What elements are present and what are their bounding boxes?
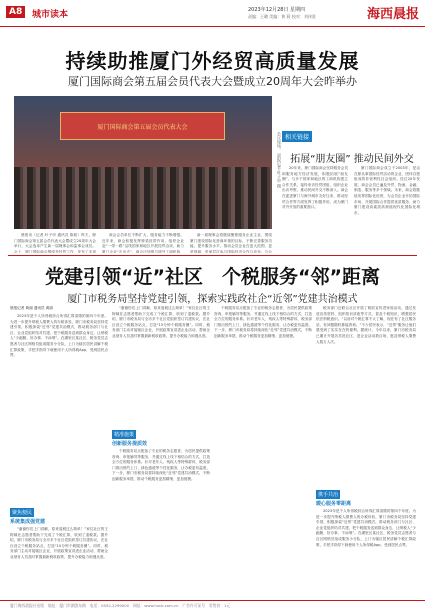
article2-column-4b [316, 509, 416, 597]
section-divider [8, 255, 417, 256]
related-link-title: 拓展“朋友圈” 推动民间外交 [290, 154, 414, 165]
editor-credits: 责编：王璐 美编：黄 莉 校对：刘伟贤 [248, 14, 316, 19]
article2-column-4-text: 税务部门还联合社区开展了税收宣传进家庭活动，通过发放宣传资料、组织知识讲座等方式，普及个税知识，增强居民依法纳税意识。“以前对个税汇算不太了解，现在有了社区服务站，有问题随时都能咨询。”不少居民表示，“近邻”服务让他们感受到了实实在在的便利。据统计，今年以来，厦门市税务局已累计开展各类进社区、进企业活动数百场，惠及纳税人缴费人数万人次。 [316, 306, 416, 344]
article1-column-3-text: 新一届理事会将继续聚焦服务企业主业，围绕厦门建设国际化营商环境的目标，不断完善服务功能，提升服务水平，推动会员企业在更大范围、更宽领域、更深层次参与国际经济合作与竞争。与会 [190, 233, 272, 253]
article2-column-2b-text: 个税服务站点配备了专业的税务志愿者，为居民提供政策咨询、申报辅导等服务，并通过线上线下相结合的方式，打造全方位的服务体系。针对老年人、残疾人等特殊群体，税务部门推出预约上门、绿色通道等个性化服务，让办税更有温度。下一步，厦门市税务局将持续深化“近邻”党建共治模式，不断创新服务举措，推动个税服务更加精细、更加便捷。 [112, 449, 210, 481]
article2-column-1b [10, 527, 108, 597]
article2-column-4b-text: 2023年是个人所得税综合所得汇算清缴的第四个年度。为进一步提升纳税人缴费人的办税体验，厦门市税务局坚持党建引领，积极探索“近邻”党建共治模式，推动税务部门与社区、企业党组织结对共建，把个税服务送到群众身边，让纳税人“少跑腿、好办事、不添堵”。在湖里区某社区，税务党员志愿者与社区网格员组成服务小分队，上门为辖区居民讲解个税汇算政策，手把手指导下载使用个人所得税App，受到居民点赞。 [316, 509, 416, 547]
article2-column-2b [112, 449, 210, 597]
header-divider [0, 26, 425, 27]
related-column-2-text: 厦门国际商会成立于2003年，是由在厦从事国际经贸活动的企业、团体自愿组成的非营利性社会组织。经过20年发展，商会会员已遍及外贸、物流、金融、制造、服务等多个领域。未来，商会将继续发挥国际化优势，为会员企业开拓国际市场、开展国际合作提供优质服务，助力厦门建设高素质高颜值现代化国际化城市。 [354, 166, 420, 215]
related-column-1 [282, 166, 348, 250]
photo-audience [14, 167, 272, 229]
article2-tag-1: 聚焦便民 [12, 510, 33, 516]
article2-subheading-3: 暖心服务零距离 [316, 501, 352, 507]
article2-column-2-text: “谢谢你们上门讲解，原来退税这么简单！”家住社区的王阿姨在志愿者帮助下完成了个税汇算，收到了退税款。据介绍，厦门市税务局与全市多个社区党组织签订共建协议，在社区设立个税服务站点，打造“15分钟个税服务圈”。同时，税务部门主动对接辖区企业，开展政策宣讲进企业活动，帮助企业财务人员及时掌握最新税收政策，提升办税能力和遵从度。 [112, 306, 210, 338]
article1-column-2-text: 商会会员单位不断扩大，服务能力不断增强。近年来，商会积极发挥桥梁纽带作用，组织企业赴“一带一路”沿线国家和地区开展经贸洽谈，助力厦门企业“走出去”。商会还加强与境外工商机构、 [102, 233, 184, 253]
article2-column-1b-text: “谢谢你们上门讲解，原来退税这么简单！”家住社区的王阿姨在志愿者帮助下完成了个税汇算，收到了退税款。据介绍，厦门市税务局与全市多个社区党组织签订共建协议，在社区设立个税服务站点，打造“15分钟个税服务圈”。同时，税务部门主动对接辖区企业，开展政策宣讲进企业活动，帮助企业财务人员及时掌握最新税收政策，提升办税能力和遵从度。 [10, 527, 108, 559]
article2-subheading-1: 系统集成强党建 [10, 519, 46, 525]
article1-column-2 [102, 233, 184, 253]
section-name: 城市读本 [32, 10, 69, 20]
article2-column-2 [112, 306, 210, 424]
newspaper-masthead-logo: 海西晨报 [366, 7, 419, 22]
related-column-2 [354, 166, 420, 250]
related-column-1-text: 20年来，厦门国际商会坚持服务会员和服务地方经济发展，积极拓展“朋友圈”，与多个国家和地区的工商机构建立合作关系，接待来访经贸团组，组织企业出访考察，推动民间外交不断深入。商会在促进厦门与海外城市友好往来、推动经贸合作等方面发挥了积极作用，成为厦门对外开放的重要窗口。 [282, 166, 348, 210]
photo-caption: 会议现场。 晨报记者 叶子申 摄 [277, 132, 282, 188]
footer-text: 厦门海西晨报社出版 地址：厦门市湖滨东路 电话：0592-2299000 网址：www.hxcb.com.cn 广告许可证号 零售价：1元 [10, 603, 231, 608]
photo-stage-banner [60, 112, 225, 140]
article1-photo [14, 96, 272, 229]
issue-date: 2023年12月28日 星期四 [248, 7, 306, 13]
article2-column-3-text: 个税服务站点配备了专业的税务志愿者，为居民提供政策咨询、申报辅导等服务，并通过线上线下相结合的方式，打造全方位的服务体系。针对老年人、残疾人等特殊群体，税务部门推出预约上门、绿色通道等个性化服务，让办税更有温度。下一步，厦门市税务局将持续深化“近邻”党建共治模式，不断创新服务举措，推动个税服务更加精细、更加便捷。 [214, 306, 312, 338]
article1-column-1-text: 晨报讯（记者 叶子申 通讯员 陈莉）昨天，厦门国际商会第五届会员代表大会暨成立20周年大会举行，大会选举产生新一届理事会和监事会成员。会上，厦门国际商会围绕外经贸工作，发布了多项 [14, 233, 96, 253]
related-link-tag: 相关链接 [282, 131, 312, 142]
article2-subhead: 厦门市税务局坚持党建引领，探索实践政社企“近邻”党建共治模式 [67, 294, 358, 305]
page-number-badge: A8 [6, 6, 25, 18]
article2-column-4 [316, 306, 416, 486]
page-header [0, 0, 425, 27]
article2-column-1-text: 2023年是个人所得税综合所得汇算清缴的第四个年度。为进一步提升纳税人缴费人的办税体验，厦门市税务局坚持党建引领，积极探索“近邻”党建共治模式，推动税务部门与社区、企业党组织结对共建，把个税服务送到群众身边，让纳税人“少跑腿、好办事、不添堵”。在湖里区某社区，税务党员志愿者与社区网格员组成服务小分队，上门为辖区居民讲解个税汇算政策，手把手指导下载使用个人所得税App，受到居民点赞。 [10, 314, 108, 358]
article2-tag-2: 精准施策 [114, 432, 135, 438]
article2-headline: 党建引领“近”社区 个税服务“邻”距离 [45, 266, 380, 288]
article2-subheading-2: 创新服务提质效 [112, 441, 148, 447]
article2-column-1 [10, 314, 108, 504]
photo-banner-text: 厦门国际商会第五届会员代表大会 [97, 124, 188, 131]
article2-column-3 [214, 306, 312, 597]
article1-subhead: 厦门国际商会第五届会员代表大会暨成立20周年大会昨举办 [68, 75, 357, 88]
article1-headline: 持续助推厦门外经贸高质量发展 [65, 49, 360, 73]
article2-byline-text: 晨报记者 黄丽 通讯员 黄淑 [10, 306, 53, 310]
article2-tag-3: 携手共治 [318, 492, 339, 498]
page-footer [0, 600, 425, 611]
article1-column-3 [190, 233, 272, 253]
article1-column-1 [14, 233, 96, 253]
